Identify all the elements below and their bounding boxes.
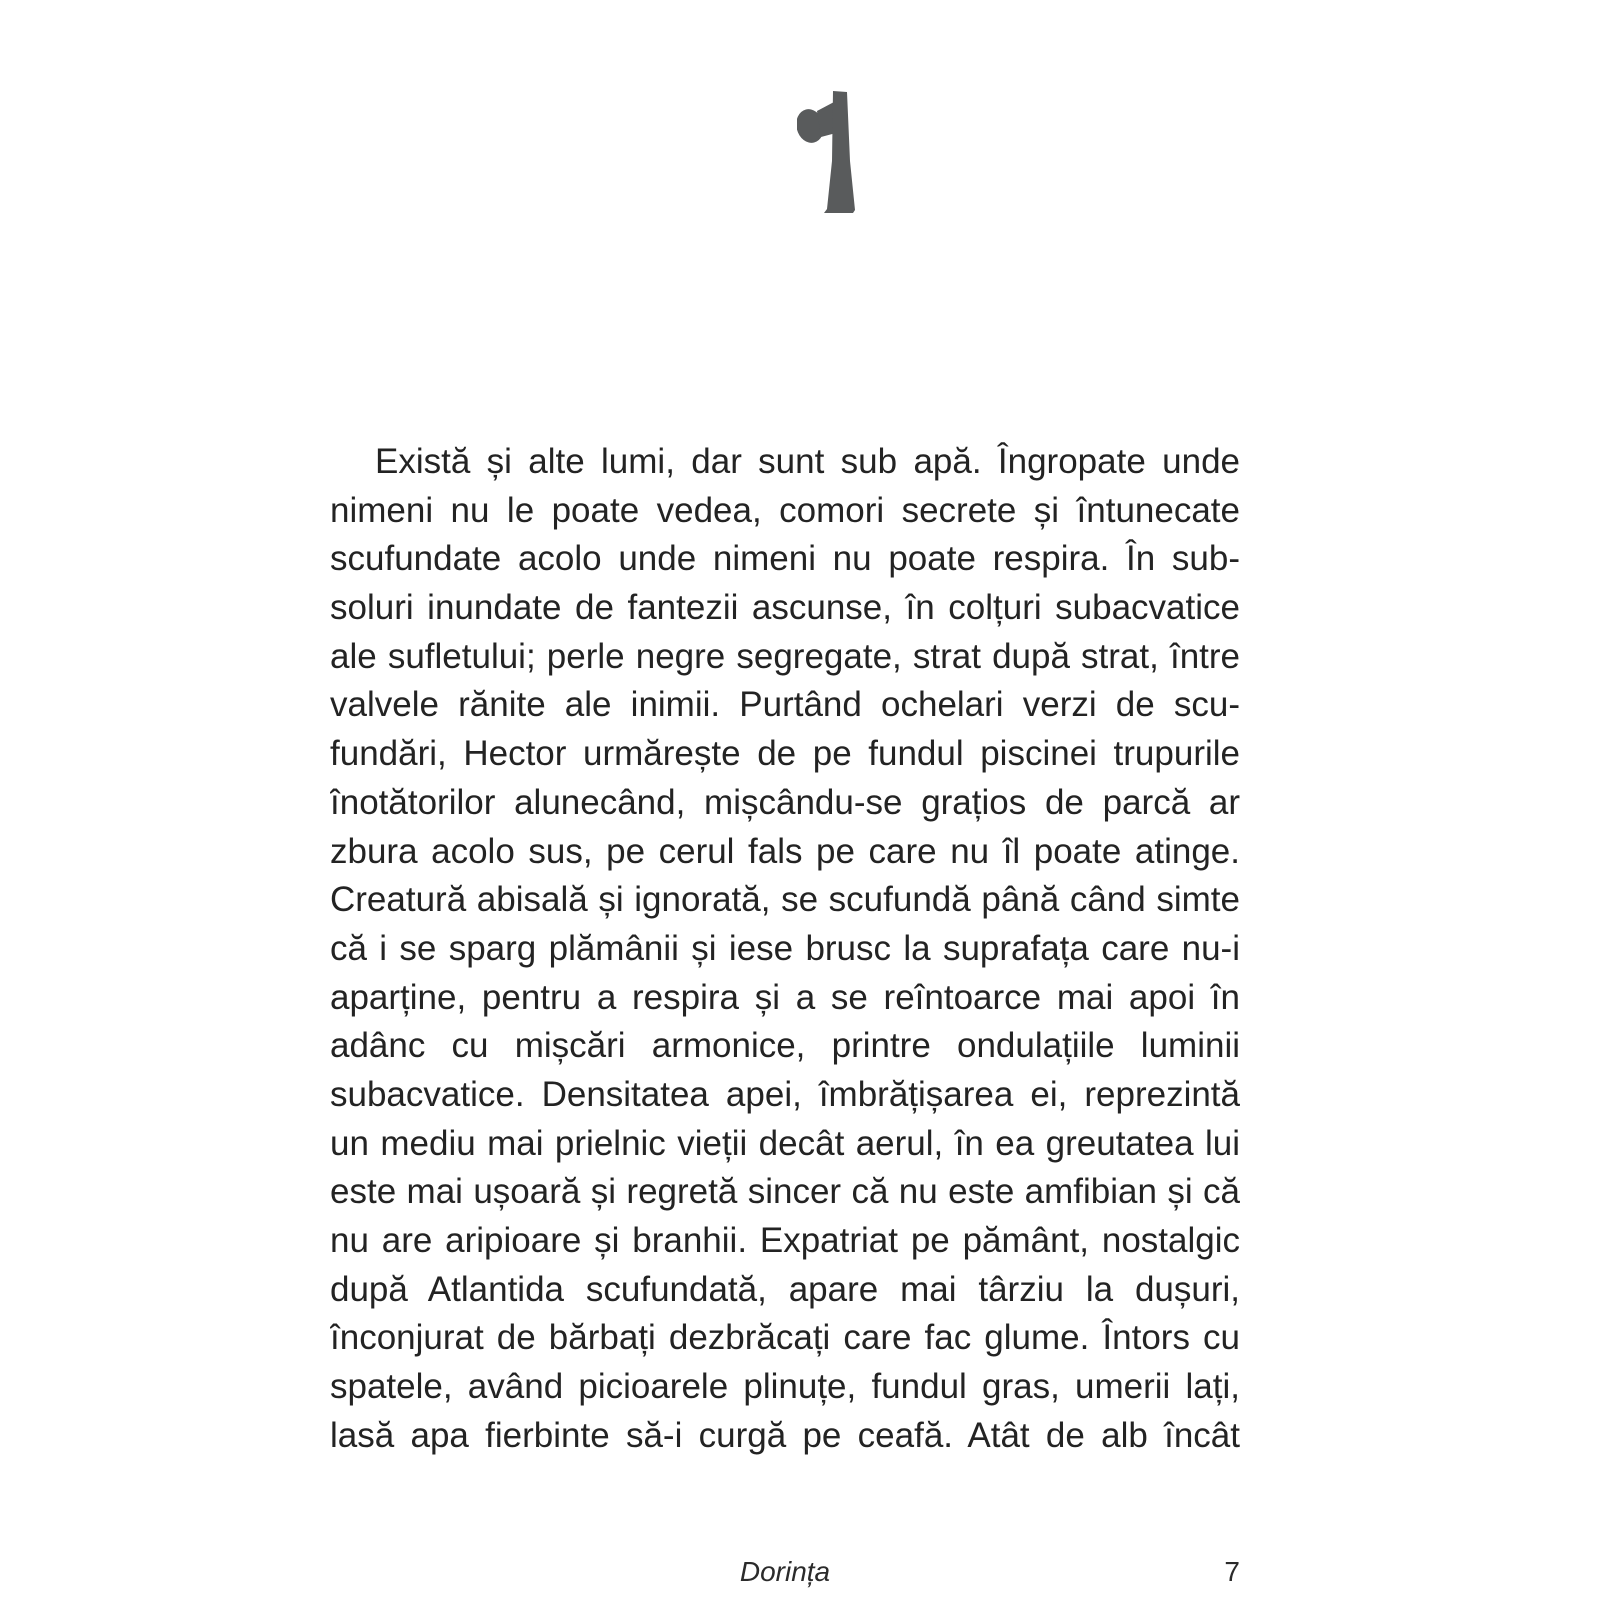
- body-line: înconjurat de bărbați dezbrăcați care fac glume. Întors cu: [330, 1318, 1240, 1358]
- running-title: Dorința: [739, 1556, 831, 1587]
- chapter-number-glyph: [797, 91, 855, 213]
- body-line: un mediu mai prielnic vieții decât aerul, în ea greutatea lui: [330, 1123, 1240, 1163]
- body-line: aparține, pentru a respira și a se reîntoarce mai apoi în: [330, 977, 1240, 1017]
- body-line: este mai ușoară și regretă sincer că nu este amfibian și că: [330, 1172, 1240, 1212]
- body-line: soluri inundate de fantezii ascunse, în colțuri subacvatice: [330, 588, 1240, 628]
- chapter-one-numeral-icon: [797, 91, 855, 213]
- body-line: scufundate acolo unde nimeni nu poate respira. În sub-: [330, 539, 1240, 579]
- body-line: Există și alte lumi, dar sunt sub apă. Îngropate unde: [375, 442, 1240, 481]
- body-line: valvele rănite ale inimii. Purtând ochelari verzi de scu-: [330, 685, 1240, 725]
- body-line: Creatură abisală și ignorată, se scufundă până când simte: [330, 880, 1240, 920]
- body-line: nu are aripioare și branhii. Expatriat pe pământ, nostalgic: [330, 1221, 1240, 1260]
- body-line: înotătorilor alunecând, mișcându-se grațios de parcă ar: [330, 782, 1240, 822]
- body-line: subacvatice. Densitatea apei, îmbrățișarea ei, reprezintă: [330, 1074, 1240, 1114]
- body-line: zbura acolo sus, pe cerul fals pe care nu îl poate atinge.: [330, 831, 1240, 871]
- page-footer: [330, 1554, 1240, 1590]
- body-line: fundări, Hector urmărește de pe fundul piscinei trupurile: [330, 734, 1240, 774]
- page-body: [330, 438, 1240, 1460]
- body-line: nimeni nu le poate vedea, comori secrete și întunecate: [330, 490, 1240, 530]
- body-line: după Atlantida scufundată, apare mai târziu la dușuri,: [330, 1269, 1240, 1309]
- body-line: lasă apa fierbinte să-i curgă pe ceafă. Atât de alb încât: [330, 1415, 1240, 1455]
- body-line: că i se sparg plămânii și iese brusc la suprafața care nu-i: [330, 928, 1240, 968]
- body-line: adânc cu mișcări armonice, printre ondulațiile luminii: [330, 1026, 1240, 1066]
- page-number: 7: [1224, 1556, 1240, 1587]
- body-line: ale sufletului; perle negre segregate, strat după strat, între: [330, 636, 1240, 676]
- body-line: spatele, având picioarele plinuțe, fundul gras, umerii lați,: [330, 1367, 1240, 1407]
